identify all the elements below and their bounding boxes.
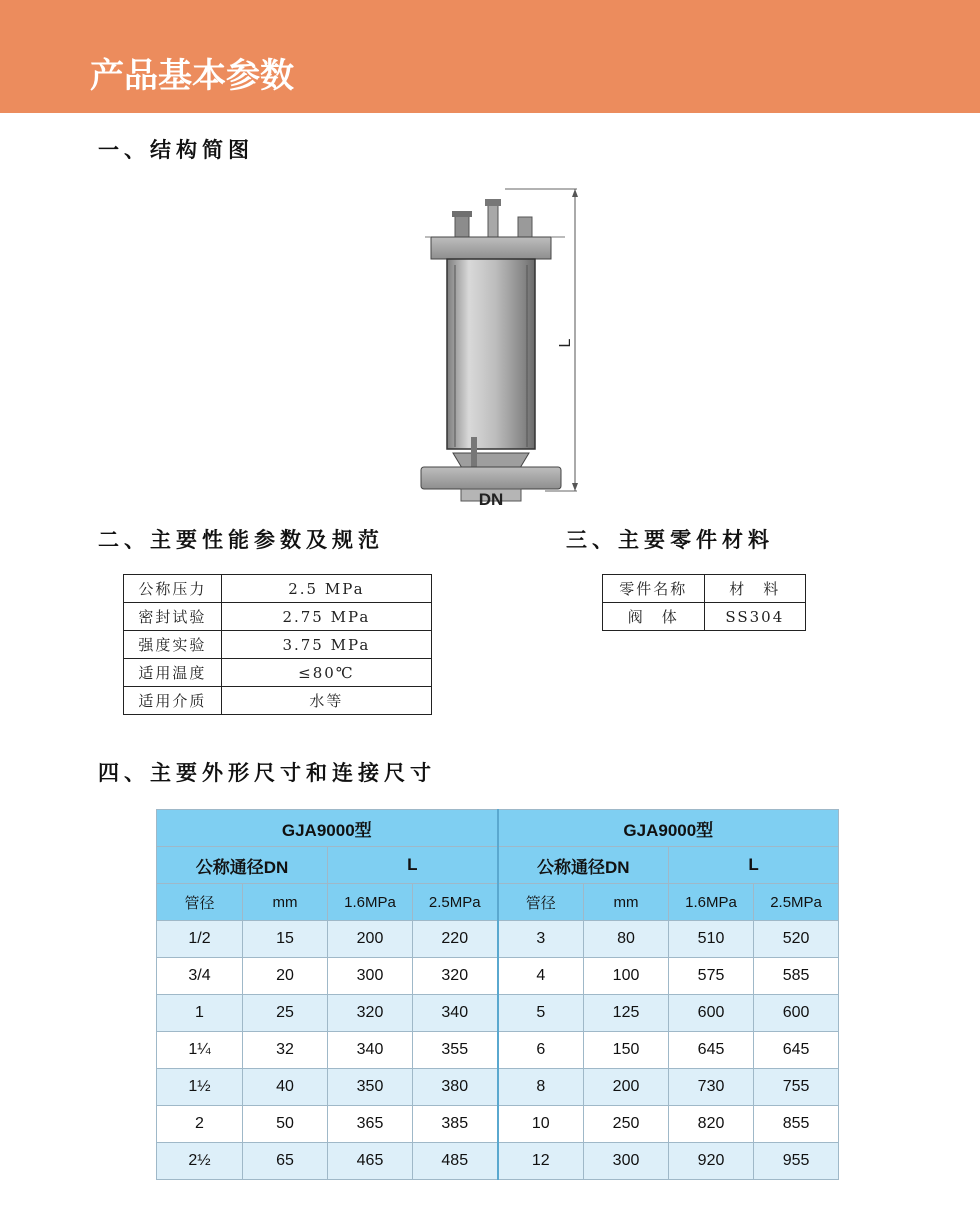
cell-pipe: 4: [498, 958, 584, 995]
table-row: [124, 687, 432, 715]
cell-pipe: 2: [157, 1106, 243, 1143]
cell-pipe: 6: [498, 1032, 584, 1069]
cell-l16: 920: [669, 1143, 754, 1180]
cell-pipe: 5: [498, 995, 584, 1032]
cell-mm: 20: [243, 958, 328, 995]
cell-l16: 820: [669, 1106, 754, 1143]
dimensions-table: [156, 809, 839, 1180]
performance-table: [123, 574, 432, 715]
table-row: [603, 575, 806, 603]
cell-pipe: 12: [498, 1143, 584, 1180]
col-p1: 1.6MPa: [328, 884, 413, 921]
section-heading-dimensions: 四、主要外形尺寸和连接尺寸: [98, 760, 436, 785]
cell-pipe: 2½: [157, 1143, 243, 1180]
top-banner: [0, 0, 980, 113]
cell-l25: 320: [413, 958, 498, 995]
top-vent-cap: [485, 199, 501, 206]
col-pipe: 管径: [157, 884, 243, 921]
bottom-flange: [421, 467, 561, 489]
table-row: [157, 958, 839, 995]
cell-l25: 955: [754, 1143, 839, 1180]
top-vent: [488, 205, 498, 237]
cell-l25: 755: [754, 1069, 839, 1106]
section-heading-materials: 三、主要零件材料: [566, 527, 774, 552]
col-p2: 2.5MPa: [413, 884, 498, 921]
table-row: [157, 1032, 839, 1069]
table-row: [157, 995, 839, 1032]
header-row-groups: [157, 847, 839, 884]
l-header-left: L: [328, 847, 498, 884]
col-p2: 2.5MPa: [754, 884, 839, 921]
cell-l16: 320: [328, 995, 413, 1032]
cell-pipe: 1½: [157, 1069, 243, 1106]
cell-l16: 730: [669, 1069, 754, 1106]
col-pipe: 管径: [498, 884, 584, 921]
cell-pipe: 1¼: [157, 1032, 243, 1069]
cell-mm: 100: [584, 958, 669, 995]
col-p1: 1.6MPa: [669, 884, 754, 921]
l-header-right: L: [669, 847, 839, 884]
cell-l25: 585: [754, 958, 839, 995]
top-valve-cap: [452, 211, 472, 217]
cell-l25: 355: [413, 1032, 498, 1069]
cell-l25: 340: [413, 995, 498, 1032]
cell-mm: 15: [243, 921, 328, 958]
table-row: [124, 631, 432, 659]
cell-l16: 465: [328, 1143, 413, 1180]
cell-mm: 50: [243, 1106, 328, 1143]
cell-pipe: 10: [498, 1106, 584, 1143]
material-header-material: 材 料: [704, 575, 805, 603]
materials-table: [602, 574, 806, 631]
cell-l25: 385: [413, 1106, 498, 1143]
cell-pipe: 1: [157, 995, 243, 1032]
cell-l16: 365: [328, 1106, 413, 1143]
structure-diagram: [405, 175, 595, 515]
cell-l25: 855: [754, 1106, 839, 1143]
cell-pipe: 3: [498, 921, 584, 958]
header-row-model: [157, 810, 839, 847]
top-valve: [455, 215, 469, 237]
cell-l25: 600: [754, 995, 839, 1032]
cell-l25: 220: [413, 921, 498, 958]
model-right: GJA9000型: [498, 810, 839, 847]
material-value: SS304: [704, 603, 805, 631]
cell-l25: 380: [413, 1069, 498, 1106]
material-part: 阀 体: [603, 603, 705, 631]
cell-l25: 520: [754, 921, 839, 958]
table-row: [157, 1106, 839, 1143]
table-row: [157, 1143, 839, 1180]
cell-mm: 65: [243, 1143, 328, 1180]
section-heading-structure: 一、结构简图: [98, 137, 254, 162]
param-value: 2.5 MPa: [221, 575, 431, 603]
top-flange: [431, 237, 551, 259]
table-row: [157, 921, 839, 958]
cell-mm: 150: [584, 1032, 669, 1069]
param-label: 适用介质: [124, 687, 222, 715]
cell-l16: 300: [328, 958, 413, 995]
cell-mm: 40: [243, 1069, 328, 1106]
dn-header-right: 公称通径DN: [498, 847, 669, 884]
cell-mm: 250: [584, 1106, 669, 1143]
cell-mm: 25: [243, 995, 328, 1032]
cell-l16: 340: [328, 1032, 413, 1069]
param-label: 密封试验: [124, 603, 222, 631]
model-left: GJA9000型: [157, 810, 498, 847]
dim-label-l: L: [557, 338, 574, 348]
col-mm: mm: [584, 884, 669, 921]
cell-pipe: 1/2: [157, 921, 243, 958]
param-value: 2.75 MPa: [221, 603, 431, 631]
table-row: [124, 575, 432, 603]
cell-l16: 645: [669, 1032, 754, 1069]
cell-mm: 200: [584, 1069, 669, 1106]
param-label: 强度实验: [124, 631, 222, 659]
cell-l25: 645: [754, 1032, 839, 1069]
cell-l25: 485: [413, 1143, 498, 1180]
dim-label-dn: DN: [478, 490, 504, 509]
top-nut: [518, 217, 532, 237]
param-value: 3.75 MPa: [221, 631, 431, 659]
cell-l16: 510: [669, 921, 754, 958]
param-label: 公称压力: [124, 575, 222, 603]
cell-l16: 600: [669, 995, 754, 1032]
cell-l16: 200: [328, 921, 413, 958]
body-cylinder: [447, 259, 535, 449]
table-row: [603, 603, 806, 631]
cell-pipe: 8: [498, 1069, 584, 1106]
cell-pipe: 3/4: [157, 958, 243, 995]
section-heading-performance: 二、主要性能参数及规范: [98, 527, 384, 552]
table-row: [124, 659, 432, 687]
param-value: 水等: [221, 687, 431, 715]
param-label: 适用温度: [124, 659, 222, 687]
cell-mm: 125: [584, 995, 669, 1032]
cell-mm: 80: [584, 921, 669, 958]
col-mm: mm: [243, 884, 328, 921]
cell-l16: 575: [669, 958, 754, 995]
param-value: ≤80℃: [221, 659, 431, 687]
cell-l16: 350: [328, 1069, 413, 1106]
page-title: 产品基本参数: [90, 56, 294, 96]
table-row: [157, 1069, 839, 1106]
table-row: [124, 603, 432, 631]
cell-mm: 300: [584, 1143, 669, 1180]
header-row-columns: [157, 884, 839, 921]
material-header-part: 零件名称: [603, 575, 705, 603]
cell-mm: 32: [243, 1032, 328, 1069]
dn-header-left: 公称通径DN: [157, 847, 328, 884]
